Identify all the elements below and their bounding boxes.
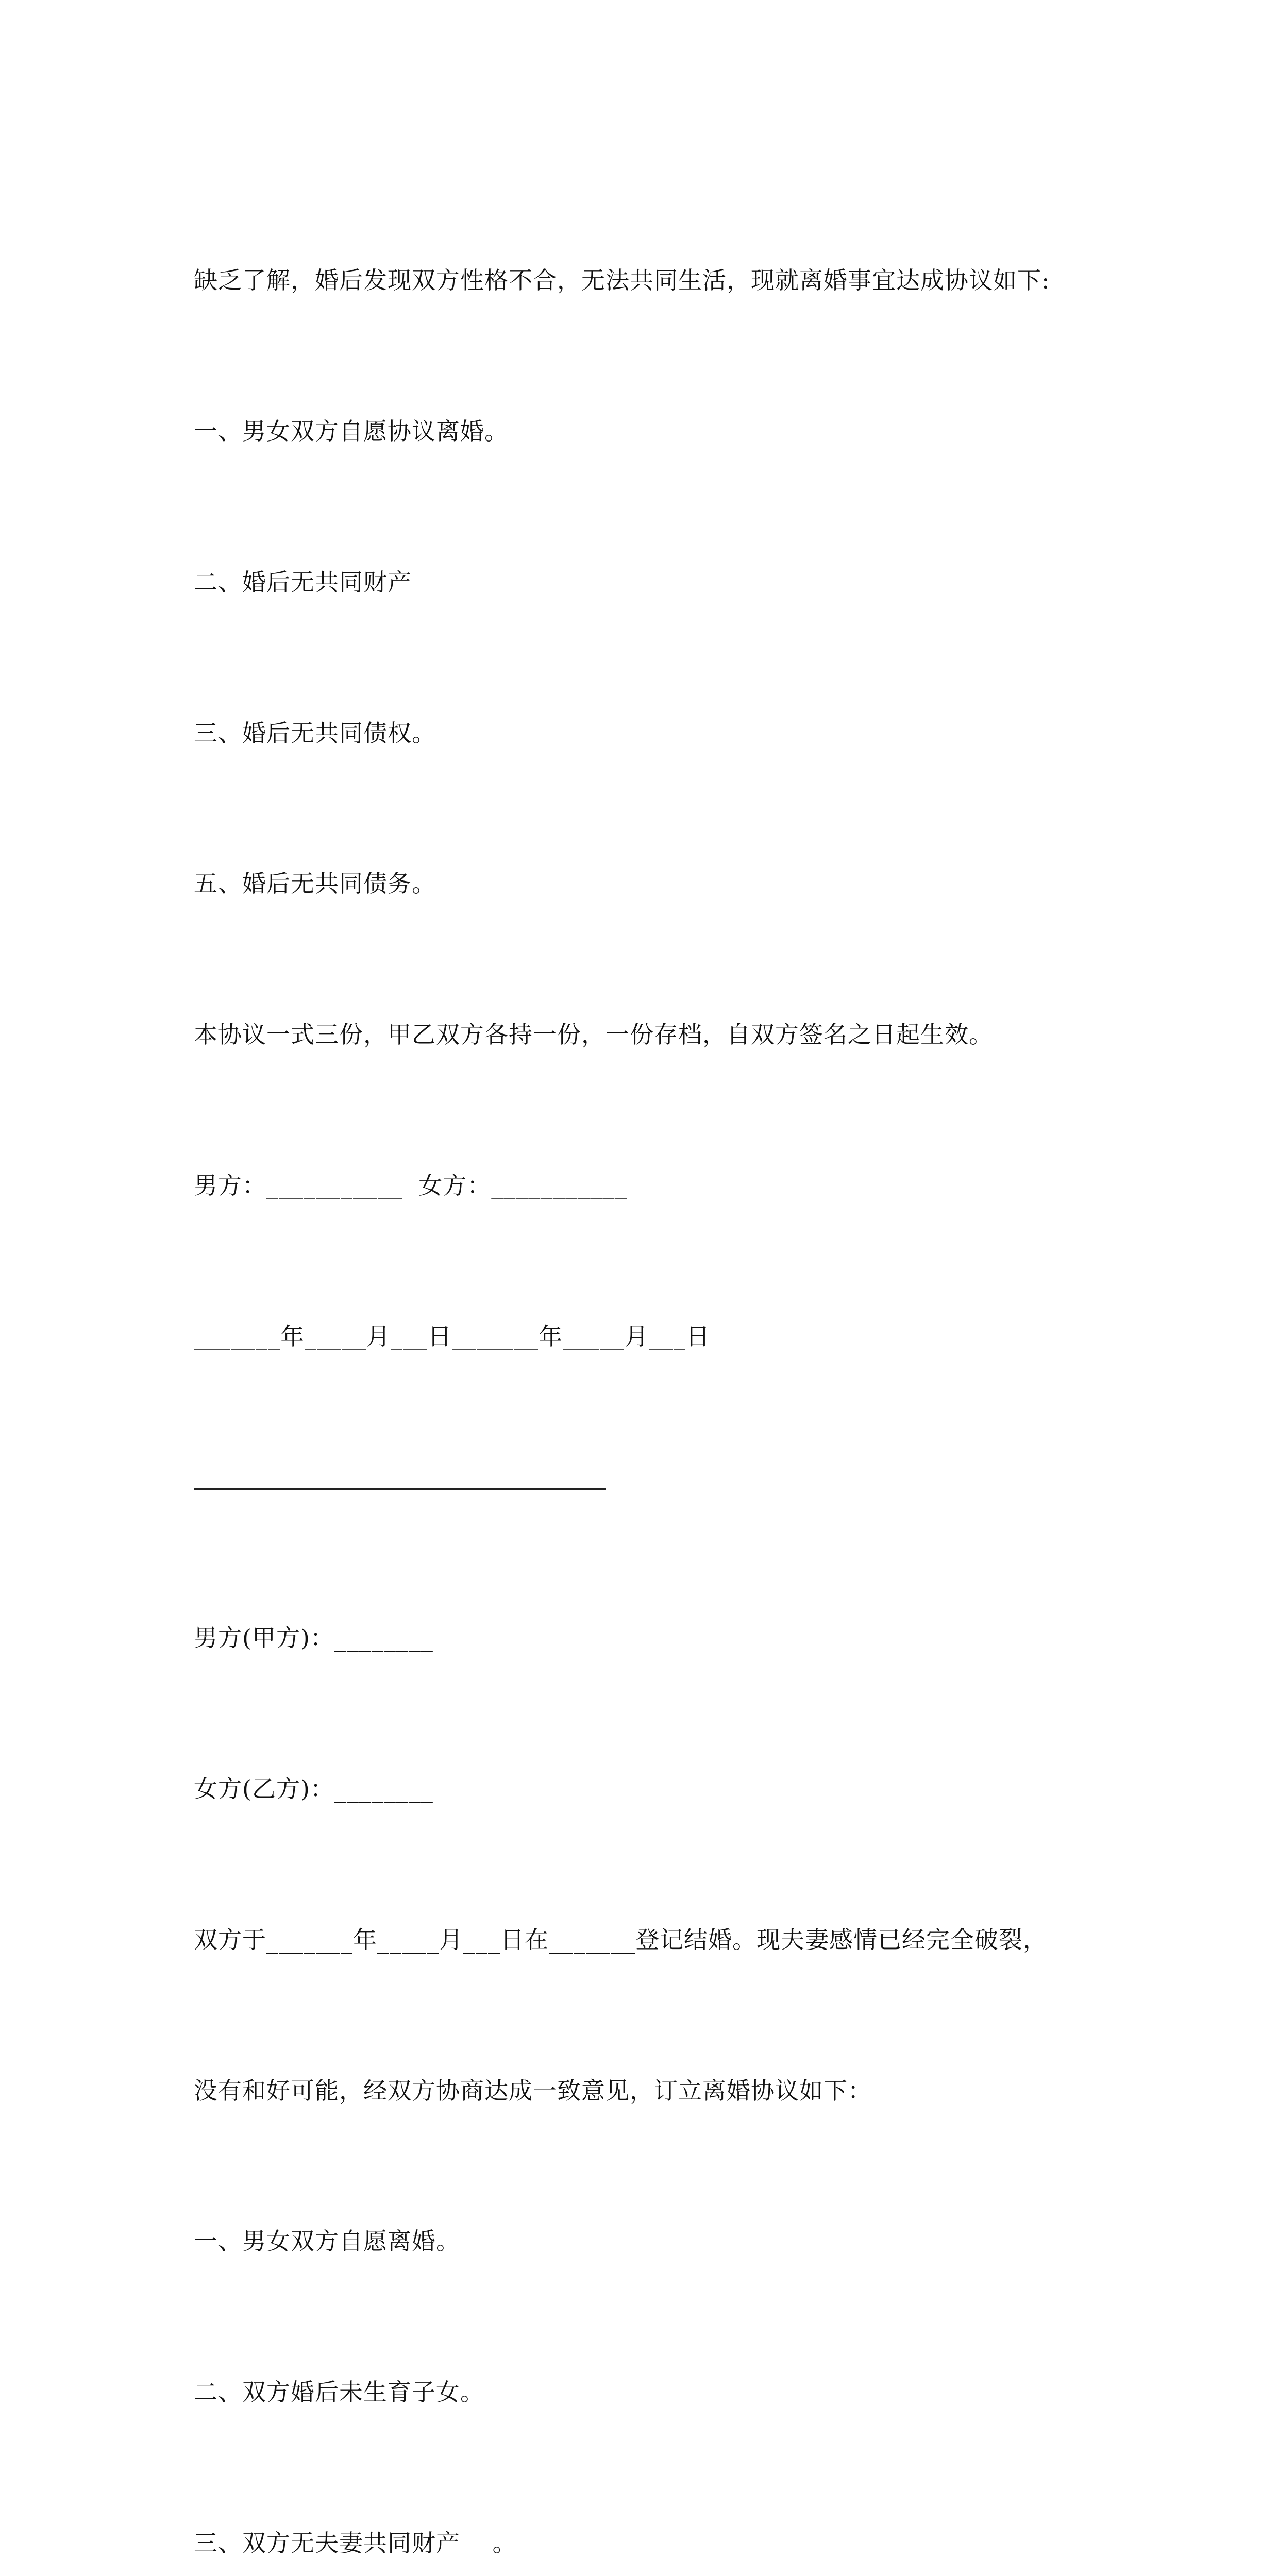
document-body (194, 155, 1111, 2576)
text-line: 五、婚后无共同债务。 (194, 870, 436, 898)
text-line: 二、双方婚后未生育子女。 (194, 2378, 484, 2406)
text-line: 二、婚后无共同财产 (194, 568, 412, 596)
date-line: _______年_____月___日_______年_____月___日 (194, 1322, 710, 1350)
separator-line (194, 1462, 1111, 1513)
signature-line: 男方：___________ 女方：___________ (194, 1171, 628, 1199)
party-line: 女方(乙方)：________ (194, 1775, 433, 1803)
text-line: 三、双方无夫妻共同财产 。 (194, 2529, 517, 2557)
text-line: 缺乏了解，婚后发现双方性格不合，无法共同生活，现就离婚事宜达成协议如下: (194, 266, 1050, 295)
text-line: 三、婚后无共同债权。 (194, 719, 436, 747)
text-line: 双方于_______年_____月___日在_______登记结婚。现夫妻感情已经完全破裂， (194, 1925, 1047, 1954)
text-line: 一、男女双方自愿离婚。 (194, 2227, 460, 2256)
text-line: 一、男女双方自愿协议离婚。 (194, 417, 509, 445)
horizontal-rule (194, 1488, 606, 1490)
text-line: 本协议一式三份，甲乙双方各持一份，一份存档，自双方签名之日起生效。 (194, 1021, 993, 1049)
party-line: 男方(甲方)：________ (194, 1624, 433, 1652)
text-line: 没有和好可能，经双方协商达成一致意见，订立离婚协议如下： (194, 2076, 872, 2105)
